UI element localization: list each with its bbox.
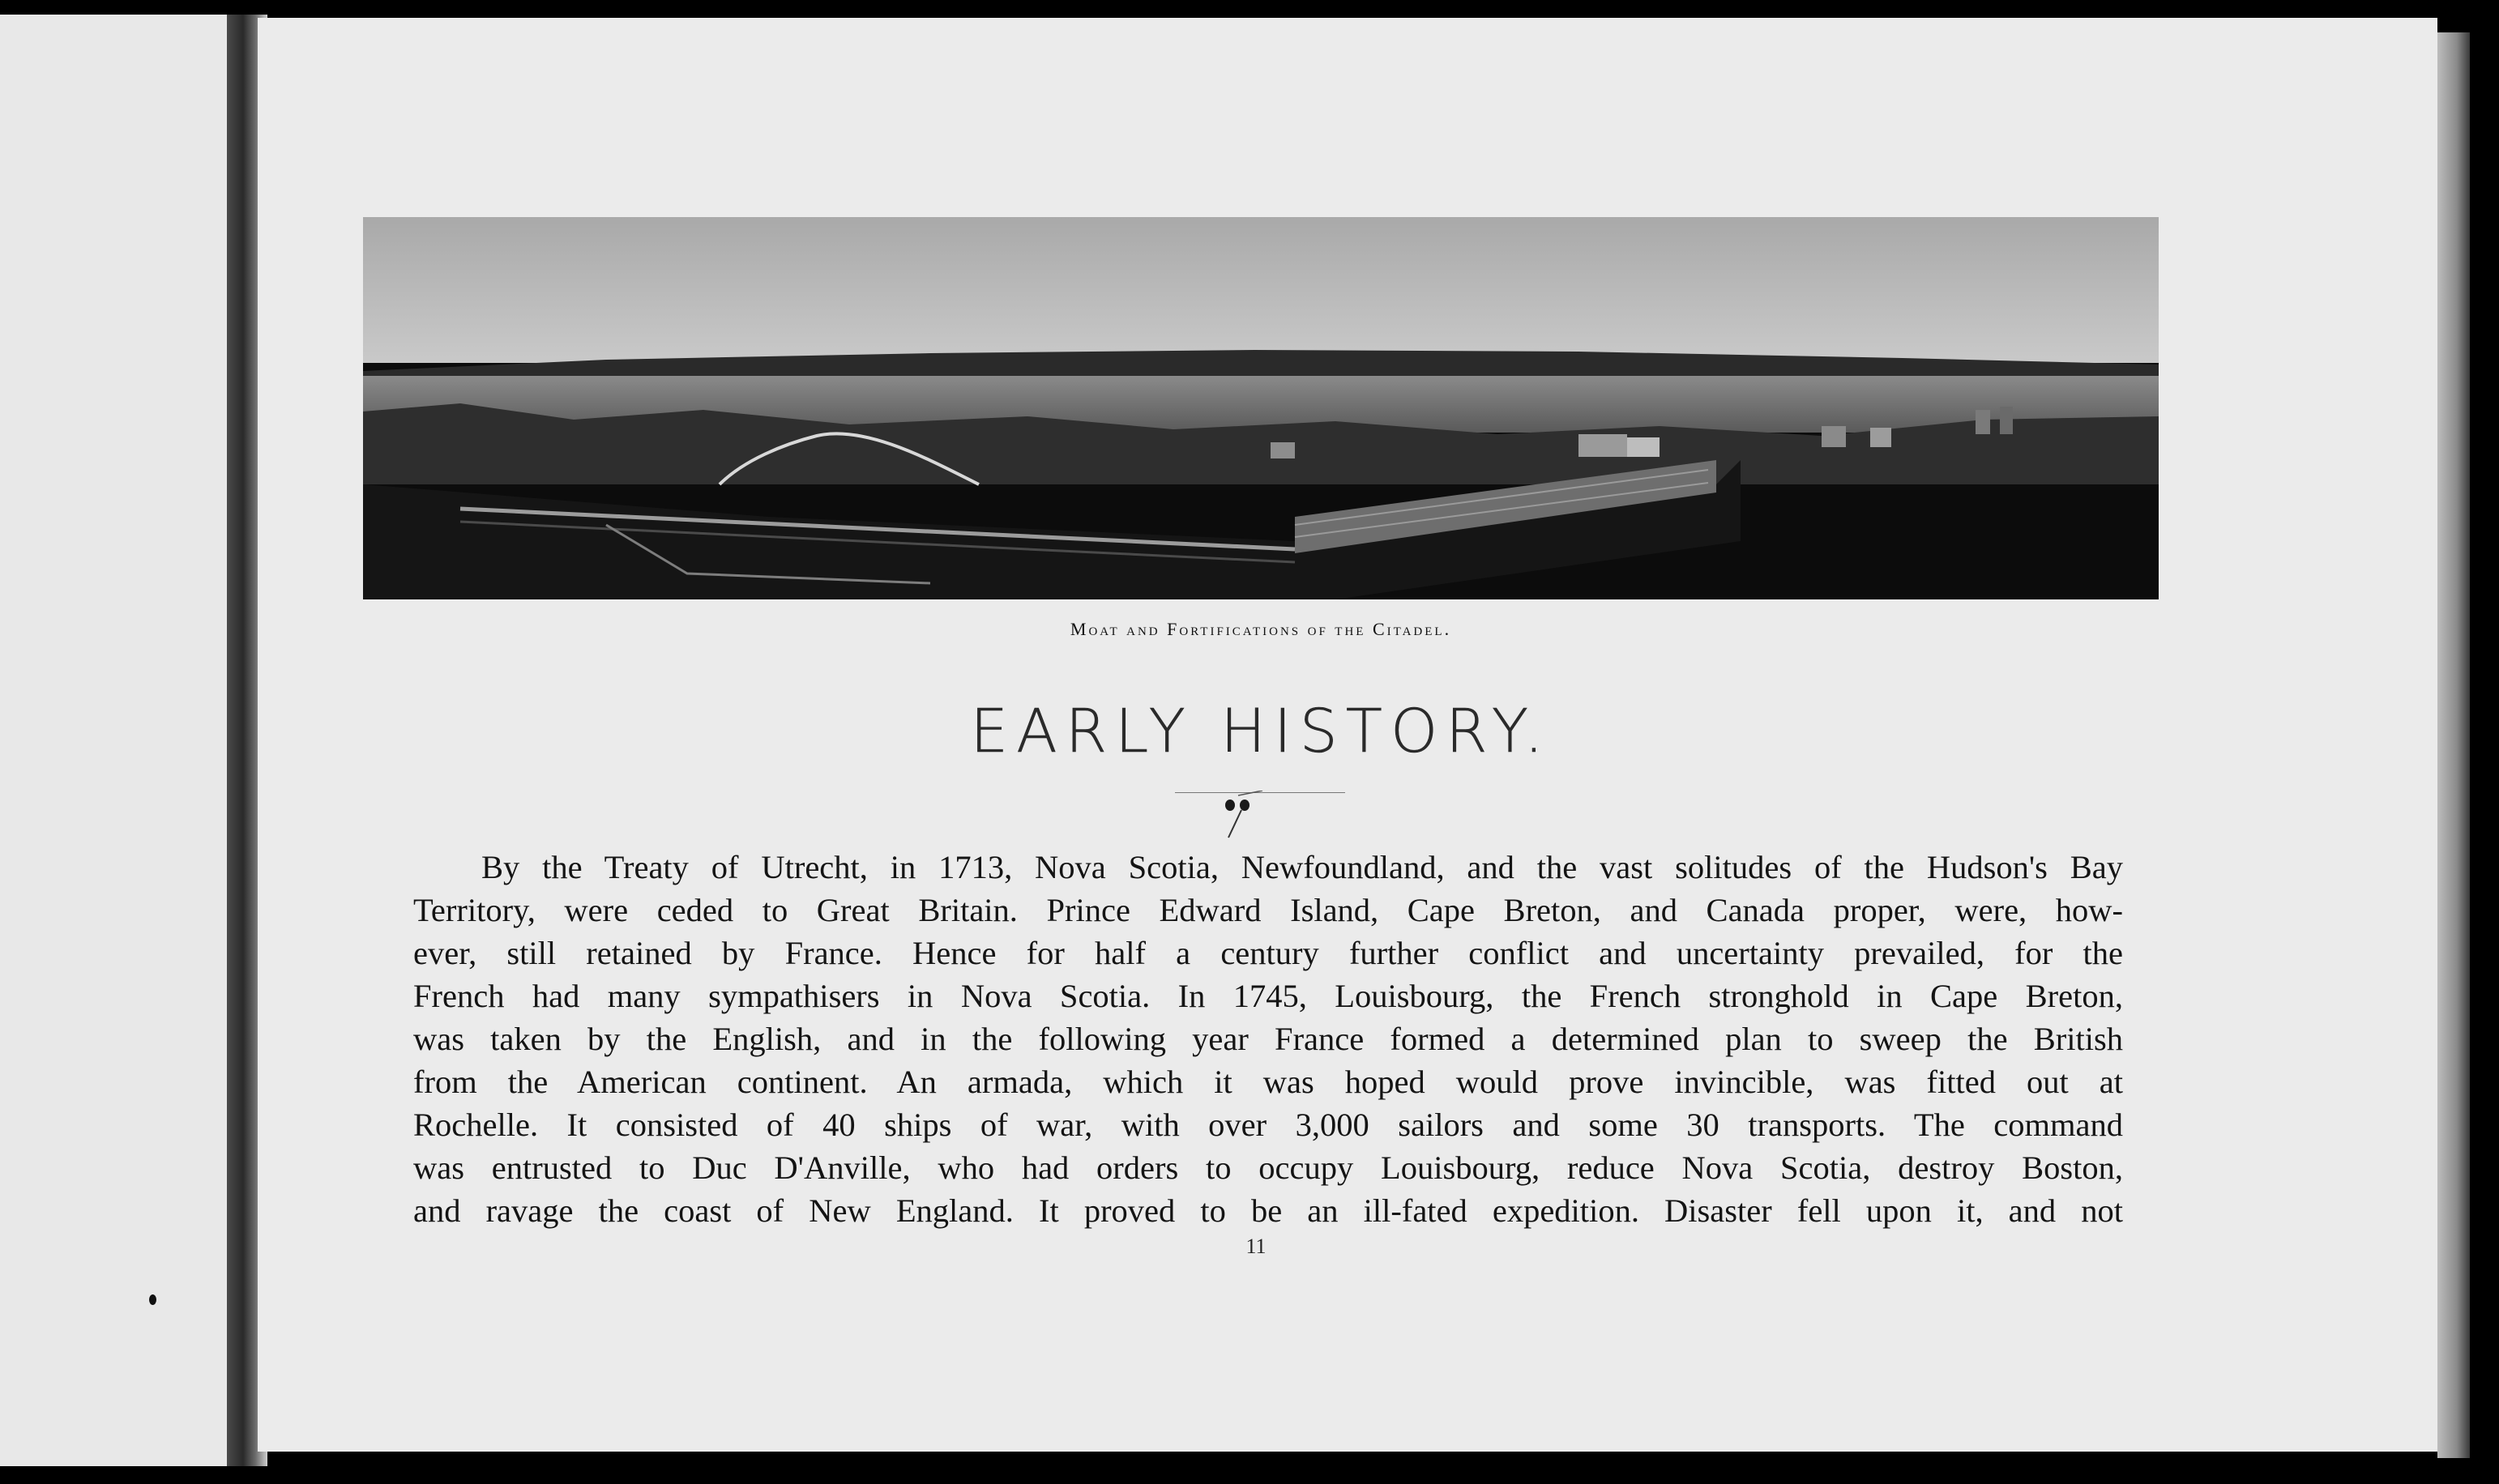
figure-caption: Moat and Fortifications of the Citadel. [1070, 619, 1452, 639]
page-edge [2437, 32, 2470, 1458]
article-line: By the Treaty of Utrecht, in 1713, Nova Scotia, Newfoundland, and the vast solitudes of the Hudson's Bay [481, 849, 2123, 885]
article-line: was entrusted to Duc D'Anville, who had orders to occupy Louisbourg, reduce Nova Scotia, destroy Boston, [413, 1149, 2123, 1186]
page-number: 11 [1245, 1235, 1267, 1258]
panorama-illustration [363, 217, 2159, 599]
ornament-icon [1206, 791, 1279, 847]
article-line: from the American continent. An armada, which it was hoped would prove invincible, was fitted out at [413, 1064, 2123, 1100]
article-line: Rochelle. It consisted of 40 ships of war, with over 3,000 sailors and some 30 transports. The command [413, 1107, 2123, 1143]
section-heading: EARLY HISTORY. [970, 697, 1552, 766]
citadel-panorama-photo [363, 217, 2159, 599]
article-line: ever, still retained by France. Hence for half a century further conflict and uncertainty prevailed, for the [413, 935, 2123, 971]
ink-speck [149, 1294, 156, 1305]
article-line: Territory, were ceded to Great Britain. Prince Edward Island, Cape Breton, and Canada proper, were, how- [413, 892, 2123, 928]
previous-page-strip [0, 15, 227, 1466]
article-body [413, 846, 2123, 1232]
article-line: was taken by the English, and in the following year France formed a determined plan to sweep the British [413, 1021, 2123, 1057]
article-line: and ravage the coast of New England. It proved to be an ill-fated expedition. Disaster fell upon it, and not [413, 1192, 2123, 1229]
article-line: French had many sympathisers in Nova Scotia. In 1745, Louisbourg, the French stronghold in Cape Breton, [413, 978, 2123, 1014]
